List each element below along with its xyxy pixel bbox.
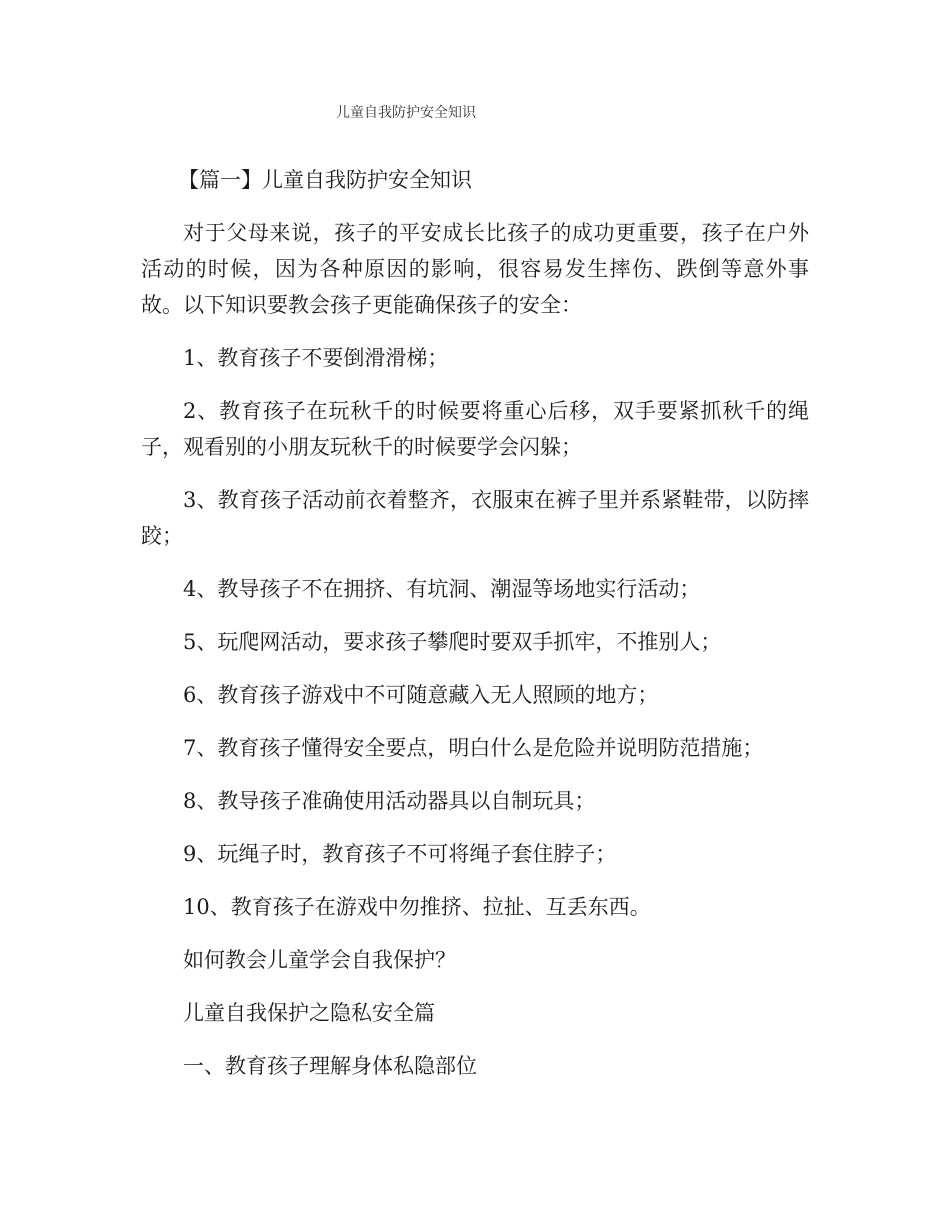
list-item-2: 2、教育孩子在玩秋千的时候要将重心后移，双手要紧抓秋千的绳子，观看别的小朋友玩秋千的时候要学会闪躲； <box>141 399 809 459</box>
list-item-7: 7、教育孩子懂得安全要点，明白什么是危险并说明防范措施； <box>183 736 764 760</box>
list-item-10: 10、教育孩子在游戏中勿推挤、拉扯、互丢东西。 <box>183 895 651 919</box>
section-title: 【篇一】儿童自我防护安全知识 <box>178 168 472 192</box>
question-heading: 如何教会儿童学会自我保护？ <box>183 948 456 972</box>
subsection-heading: 儿童自我保护之隐私安全篇 <box>183 1001 435 1025</box>
list-item-6: 6、教育孩子游戏中不可随意藏入无人照顾的地方； <box>183 683 659 707</box>
list-item-3: 3、教育孩子活动前衣着整齐，衣服束在裤子里并系紧鞋带，以防摔跤； <box>141 488 809 548</box>
list-item-9: 9、玩绳子时，教育孩子不可将绳子套住脖子； <box>183 842 617 866</box>
intro-paragraph: 对于父母来说，孩子的平安成长比孩子的成功更重要，孩子在户外活动的时候，因为各种原因的影响，很容易发生摔伤、跌倒等意外事故。以下知识要教会孩子更能确保孩子的安全： <box>141 221 809 317</box>
list-item-4: 4、教导孩子不在拥挤、有坑洞、潮湿等场地实行活动； <box>183 577 701 601</box>
list-item-1: 1、教育孩子不要倒滑滑梯； <box>183 346 449 370</box>
document-body <box>141 162 809 1101</box>
list-item-5: 5、玩爬网活动，要求孩子攀爬时要双手抓牢，不推别人； <box>183 630 722 654</box>
page-header-title: 儿童自我防护安全知识 <box>336 105 476 121</box>
list-item-8: 8、教导孩子准确使用活动器具以自制玩具； <box>183 789 596 813</box>
point-one-heading: 一、教育孩子理解身体私隐部位 <box>183 1054 477 1078</box>
